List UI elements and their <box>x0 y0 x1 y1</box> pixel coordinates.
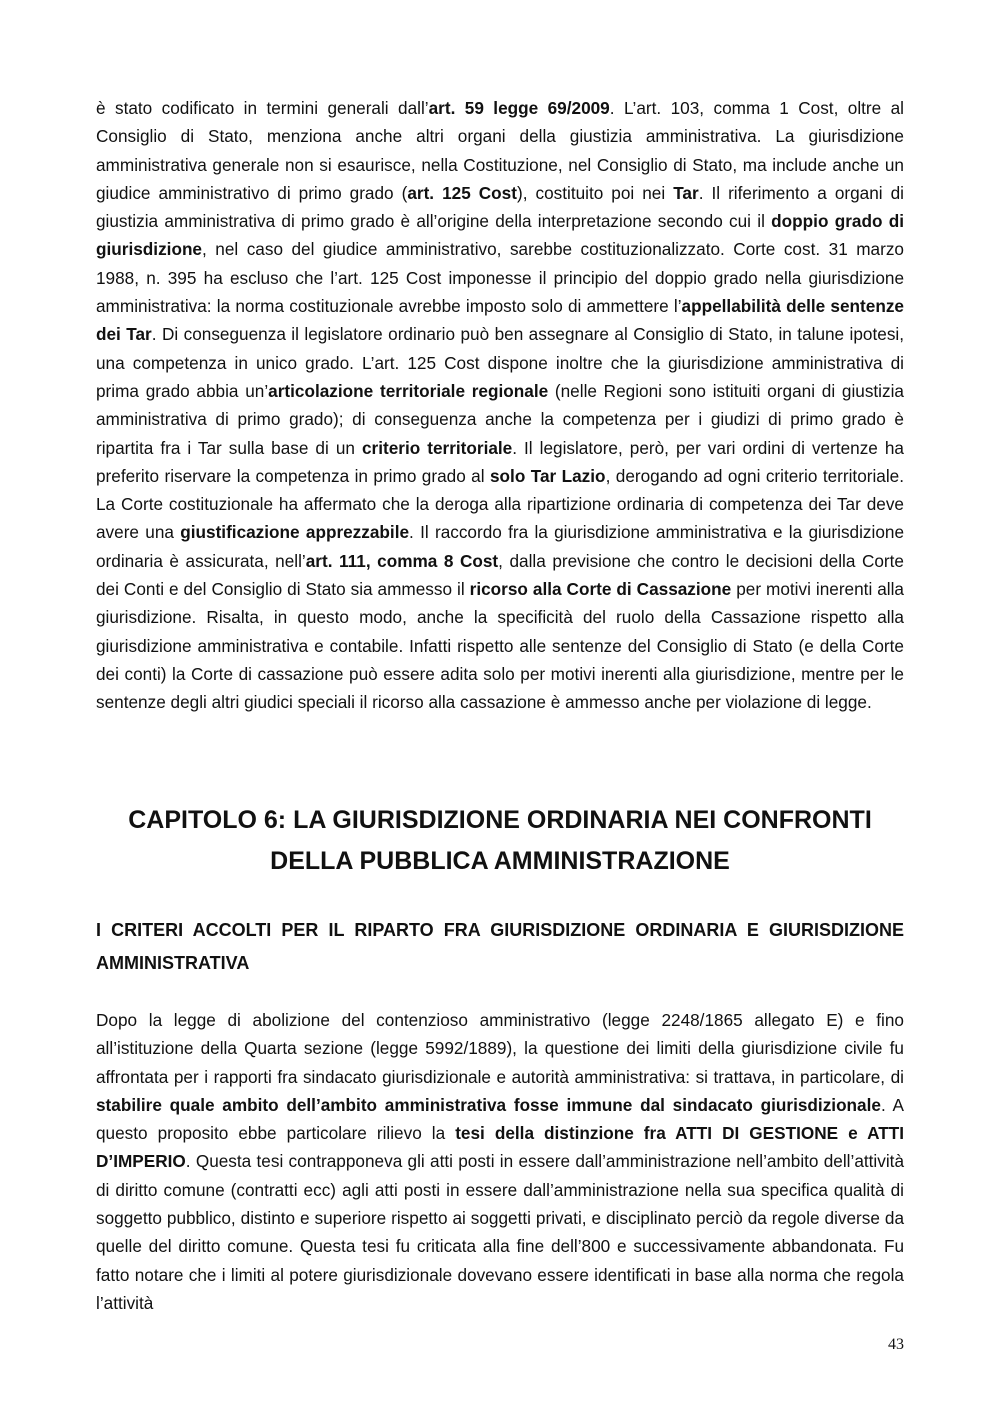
text-run: Dopo la legge di abolizione del contenzioso amministrativo (legge 2248/1865 allegato E) e fino all’istituzione della Quarta sezione (legge 5992/1889), la questione dei limiti della giurisdizione civile fu affrontata per i rapporti fra sindacato giurisdizionale e autorità amministrativa: si trattava, in particolare, di <box>96 1010 904 1087</box>
body-paragraph <box>96 94 904 717</box>
text-run: . Di conseguenza il legislatore ordinario può ben assegnare al Consiglio di Stato, in talune ipotesi, una competenza in unico grado. L’art. 125 Cost dispone inoltre che la giurisdizione amministrativa di prima grado abbia un’ <box>96 324 905 401</box>
bold-text-run: art. 59 legge 69/2009 <box>428 98 610 118</box>
bold-text-run: criterio territoriale <box>361 437 513 458</box>
body-paragraph <box>96 1006 904 1317</box>
section-title: I CRITERI ACCOLTI PER IL RIPARTO FRA GIURISDIZIONE ORDINARIA E GIURISDIZIONE AMMINISTRATIVA <box>96 920 904 973</box>
bold-text-run: giustificazione apprezzabile <box>180 522 410 543</box>
bold-text-run: ricorso alla Corte di Cassazione <box>469 579 732 600</box>
bold-text-run: art. 125 Cost <box>407 182 517 203</box>
bold-text-run: articolazione territoriale regionale <box>268 380 549 401</box>
chapter-title-line: CAPITOLO 6: LA GIURISDIZIONE ORDINARIA NEI CONFRONTI <box>128 806 872 834</box>
bold-text-run: Tar <box>673 182 699 203</box>
bold-text-run: art. 111, comma 8 Cost <box>305 550 499 571</box>
text-run: per motivi inerenti alla giurisdizione. Risalta, in questo modo, anche la specificità del ruolo della Cassazione rispetto alla giurisdizione amministrativa e contabile. Infatti rispetto alle sentenze del Consiglio di Stato (e della Corte dei conti) la Corte di cassazione può essere adita solo per motivi inerenti alla giurisdizione, mentre per le sentenze degli altri giudici speciali il ricorso alla cassazione è ammesso anche per violazione di legge. <box>96 579 904 713</box>
chapter-title <box>96 800 904 882</box>
text-run: . Il riferimento a organi di giustizia amministrativa di primo grado è all’origine della interpretazione secondo cui il <box>96 182 904 232</box>
text-run: . A questo proposito ebbe particolare rilievo la <box>96 1094 904 1144</box>
bold-text-run: tesi della distinzione fra ATTI DI GESTIONE e ATTI D’IMPERIO <box>96 1123 904 1172</box>
text-run: . Il raccordo fra la giurisdizione amministrativa e la giurisdizione ordinaria è assicurata, nell’ <box>96 522 904 571</box>
text-run: . L’art. 103, comma 1 Cost, oltre al Consiglio di Stato, menziona anche altri organi della giustizia amministrativa. La giurisdizione amministrativa generale non si esaurisce, nella Costituzione, nel Consiglio di Stato, ma include anche un giudice amministrativo di primo grado ( <box>96 98 904 203</box>
text-run: (nelle Regioni sono istituiti organi di giustizia amministrativa di primo grado); di conseguenza anche la competenza per i giudizi di primo grado è ripartita fra i Tar sulla base di un <box>96 380 904 458</box>
text-run: . Il legislatore, però, per vari ordini di vertenze ha preferito riservare la competenza in primo grado al <box>96 437 904 486</box>
bold-text-run: appellabilità delle sentenze dei Tar <box>96 296 904 345</box>
text-run: ), costituito poi nei <box>516 182 674 203</box>
bold-text-run: stabilire quale ambito dell’ambito amministrativa fosse immune dal sindacato giurisdizionale <box>96 1094 881 1115</box>
bold-text-run: doppio grado di giurisdizione <box>96 211 904 260</box>
text-run: è stato codificato in termini generali dall’ <box>96 98 429 118</box>
text-run: , nel caso del giudice amministrativo, sarebbe costituzionalizzato. Corte cost. 31 marzo 1988, n. 395 ha escluso che l’art. 125 Cost imponesse il principio del doppio grado nella giurisdizione amministrativa: la norma costituzionale avrebbe imposto solo di ammettere l’ <box>96 239 904 317</box>
bold-text-run: solo Tar Lazio <box>489 465 606 486</box>
text-run: , dalla previsione che contro le decisioni della Corte dei Conti e del Consiglio di Stato sia ammesso il <box>96 550 904 600</box>
page-number: 43 <box>888 1336 904 1353</box>
text-run: , derogando ad ogni criterio territoriale. La Corte costituzionale ha affermato che la deroga alla ripartizione ordinaria di competenza dei Tar deve avere una <box>96 465 905 543</box>
chapter-title-line: DELLA PUBBLICA AMMINISTRAZIONE <box>270 847 730 875</box>
text-run: . Questa tesi contrapponeva gli atti posti in essere dall’amministrazione nell’ambito dell’attività di diritto comune (contratti ecc) agli atti posti in essere dall’amministrazione nella sua specifica qualità di soggetto pubblico, distinto e superiore rispetto ai soggetti privati, e disciplinato perciò da regole diverse da quelle del diritto comune. Questa tesi fu criticata alla fine dell’800 e successivamente abbandonata. Fu fatto notare che i limiti al potere giurisdizionale dovevano essere identificati in base alla norma che regola l’attività <box>96 1151 904 1313</box>
